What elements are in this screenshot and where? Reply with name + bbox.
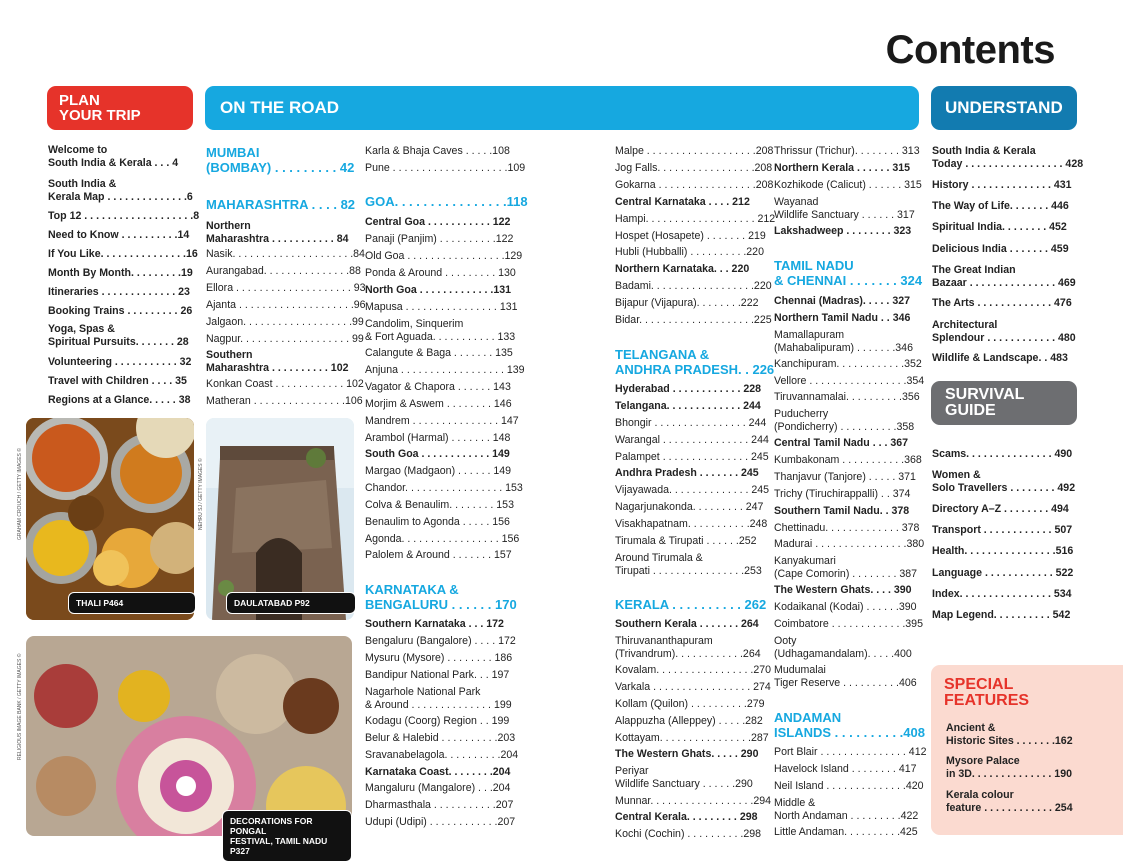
toc-entry[interactable]: Mapusa . . . . . . . . . . . . . . . . 131 xyxy=(365,301,518,313)
toc-entry[interactable]: Scams. . . . . . . . . . . . . . . 490 xyxy=(932,448,1073,460)
toc-entry[interactable]: Nagarhole National Park & Around . . . . . . . . . . . . . . 199 xyxy=(365,686,512,711)
toc-entry[interactable]: Chettinadu. . . . . . . . . . . . . 378 xyxy=(774,522,920,534)
toc-entry[interactable]: Directory A–Z . . . . . . . . 494 xyxy=(932,503,1069,515)
thali-photo xyxy=(26,418,194,620)
toc-entry[interactable]: The Western Ghats. . . . 390 xyxy=(774,584,912,596)
toc-entry[interactable]: Mamallapuram (Mahabalipuram) . . . . . . .346 xyxy=(774,329,913,354)
toc-entry[interactable]: Transport . . . . . . . . . . . . 507 xyxy=(932,524,1073,536)
toc-section-heading[interactable]: KARNATAKA & BENGALURU . . . . . . 170 xyxy=(365,582,517,612)
toc-entry[interactable]: Ajanta . . . . . . . . . . . . . . . . . . . .96 xyxy=(206,299,366,311)
toc-entry[interactable]: Southern Maharashtra . . . . . . . . . . 102 xyxy=(206,349,349,374)
toc-entry[interactable]: Spiritual India. . . . . . . . 452 xyxy=(932,221,1067,233)
toc-entry[interactable]: Kovalam. . . . . . . . . . . . . . . . .270 xyxy=(615,664,772,676)
toc-entry[interactable]: Northern Tamil Nadu . . 346 xyxy=(774,312,911,324)
toc-entry[interactable]: If You Like. . . . . . . . . . . . . . .16 xyxy=(48,248,198,260)
toc-entry[interactable]: Jog Falls. . . . . . . . . . . . . . . . .208 xyxy=(615,162,773,174)
toc-entry[interactable]: Nagpur. . . . . . . . . . . . . . . . . . . 99 xyxy=(206,333,364,345)
toc-entry[interactable]: Periyar Wildlife Sanctuary . . . . . .290 xyxy=(615,765,753,790)
toc-entry[interactable]: Northern Kerala . . . . . . 315 xyxy=(774,162,911,174)
caption-pongal: DECORATIONS FOR PONGAL FESTIVAL, TAMIL NADU P327 xyxy=(222,810,352,862)
toc-entry[interactable]: South Goa . . . . . . . . . . . . 149 xyxy=(365,448,510,460)
toc-entry[interactable]: Benaulim to Agonda . . . . . 156 xyxy=(365,516,510,528)
toc-entry[interactable]: Central Kerala. . . . . . . . . 298 xyxy=(615,811,758,823)
toc-entry[interactable]: Kodaikanal (Kodai) . . . . . .390 xyxy=(774,601,917,613)
toc-entry[interactable]: Hampi. . . . . . . . . . . . . . . . . . . 212 xyxy=(615,213,776,225)
toc-entry[interactable]: Regions at a Glance. . . . . 38 xyxy=(48,394,191,406)
toc-entry[interactable]: Matheran . . . . . . . . . . . . . . . .106 xyxy=(206,395,363,407)
toc-entry[interactable]: Hubli (Hubballi) . . . . . . . . . .220 xyxy=(615,246,764,258)
toc-entry[interactable]: Kodagu (Coorg) Region . . 199 xyxy=(365,715,510,727)
toc-entry[interactable]: Colva & Benaulim. . . . . . . . 153 xyxy=(365,499,514,511)
toc-entry[interactable]: The Way of Life. . . . . . . 446 xyxy=(932,200,1069,212)
toc-entry[interactable]: Ancient & Historic Sites . . . . . . .162 xyxy=(946,722,1073,747)
toc-entry[interactable]: Hyderabad . . . . . . . . . . . . 228 xyxy=(615,383,762,395)
toc-entry[interactable]: Women & Solo Travellers . . . . . . . . 492 xyxy=(932,469,1076,494)
toc-entry[interactable]: Anjuna . . . . . . . . . . . . . . . . . . 139 xyxy=(365,364,525,376)
toc-entry[interactable]: Munnar. . . . . . . . . . . . . . . . . .294 xyxy=(615,795,772,807)
credit-thali: GRAHAM CROUCH / GETTY IMAGES © xyxy=(17,448,23,540)
toc-section-heading[interactable]: ANDAMAN ISLANDS . . . . . . . . . .408 xyxy=(774,710,925,740)
toc-entry[interactable]: Little Andaman. . . . . . . . . .425 xyxy=(774,826,918,838)
toc-entry[interactable]: Vellore . . . . . . . . . . . . . . . . .354 xyxy=(774,375,925,387)
toc-entry[interactable]: Tiruvannamalai. . . . . . . . . .356 xyxy=(774,391,920,403)
toc-entry[interactable]: Bandipur National Park. . . 197 xyxy=(365,669,510,681)
toc-entry[interactable]: Aurangabad. . . . . . . . . . . . . . .88 xyxy=(206,265,361,277)
toc-entry[interactable]: Konkan Coast . . . . . . . . . . . . 102 xyxy=(206,378,364,390)
section-header-survival-guide: SURVIVAL GUIDE xyxy=(931,381,1077,425)
toc-entry[interactable]: Wayanad Wildlife Sanctuary . . . . . . 317 xyxy=(774,196,915,221)
toc-entry[interactable]: Kollam (Quilon) . . . . . . . . . .279 xyxy=(615,698,765,710)
toc-entry[interactable]: South India & Kerala Map . . . . . . . . . . . . . .6 xyxy=(48,178,193,203)
toc-entry[interactable]: South India & Kerala Today . . . . . . . . . . . . . . . . . 428 xyxy=(932,145,1084,170)
toc-section-heading[interactable]: TAMIL NADU & CHENNAI . . . . . . . 324 xyxy=(774,258,923,288)
toc-section-heading[interactable]: GOA. . . . . . . . . . . . . . . .118 xyxy=(365,194,528,209)
toc-entry[interactable]: Welcome to South India & Kerala . . . 4 xyxy=(48,144,179,169)
toc-entry[interactable]: Ellora . . . . . . . . . . . . . . . . . . . . 93 xyxy=(206,282,366,294)
toc-entry[interactable]: Visakhapatnam. . . . . . . . . . .248 xyxy=(615,518,768,530)
toc-entry[interactable]: Alappuzha (Alleppey) . . . . .282 xyxy=(615,715,763,727)
toc-entry[interactable]: Mudumalai Tiger Reserve . . . . . . . . . .406 xyxy=(774,664,917,689)
toc-entry[interactable]: Tirumala & Tirupati . . . . . .252 xyxy=(615,535,757,547)
toc-entry[interactable]: Middle & North Andaman . . . . . . . . .422 xyxy=(774,797,919,822)
toc-entry[interactable]: Nasik. . . . . . . . . . . . . . . . . . . . .84 xyxy=(206,248,365,260)
toc-entry[interactable]: Mysuru (Mysore) . . . . . . . . 186 xyxy=(365,652,513,664)
toc-entry[interactable]: Morjim & Aswem . . . . . . . . 146 xyxy=(365,398,512,410)
toc-entry[interactable]: Thiruvananthapuram (Trivandrum). . . . . . . . . . . .264 xyxy=(615,635,761,660)
toc-entry[interactable]: Dharmasthala . . . . . . . . . . .207 xyxy=(365,799,514,811)
toc-entry[interactable]: Mangaluru (Mangalore) . . .204 xyxy=(365,782,511,794)
toc-section-heading[interactable]: MUMBAI (BOMBAY) . . . . . . . . . 42 xyxy=(206,145,355,175)
toc-entry[interactable]: Telangana. . . . . . . . . . . . . 244 xyxy=(615,400,761,412)
toc-entry[interactable]: The Western Ghats. . . . . 290 xyxy=(615,748,759,760)
toc-entry[interactable]: Arambol (Harmal) . . . . . . . 148 xyxy=(365,432,511,444)
toc-entry[interactable]: Around Tirumala & Tirupati . . . . . . . . . . . . . . . .253 xyxy=(615,552,762,577)
toc-entry[interactable]: Vagator & Chapora . . . . . . 143 xyxy=(365,381,511,393)
toc-entry[interactable]: Map Legend. . . . . . . . . . 542 xyxy=(932,609,1071,621)
section-header-on-the-road: ON THE ROAD xyxy=(205,86,919,130)
toc-entry[interactable]: Kozhikode (Calicut) . . . . . . 315 xyxy=(774,179,922,191)
toc-entry[interactable]: Booking Trains . . . . . . . . . 26 xyxy=(48,305,193,317)
toc-entry[interactable]: Old Goa . . . . . . . . . . . . . . . . .129 xyxy=(365,250,523,262)
toc-entry[interactable]: Pune . . . . . . . . . . . . . . . . . . . .109 xyxy=(365,162,526,174)
toc-entry[interactable]: Delicious India . . . . . . . 459 xyxy=(932,243,1069,255)
toc-entry[interactable]: Kanyakumari (Cape Comorin) . . . . . . . . 387 xyxy=(774,555,918,580)
toc-entry[interactable]: Varkala . . . . . . . . . . . . . . . . . 274 xyxy=(615,681,771,693)
toc-entry[interactable]: Index. . . . . . . . . . . . . . . . 534 xyxy=(932,588,1072,600)
toc-entry[interactable]: Central Goa . . . . . . . . . . . 122 xyxy=(365,216,511,228)
toc-entry[interactable]: Belur & Halebid . . . . . . . . . .203 xyxy=(365,732,516,744)
thali-illustration xyxy=(26,418,194,620)
toc-entry[interactable]: Palampet . . . . . . . . . . . . . . . 245 xyxy=(615,451,769,463)
toc-entry[interactable]: Central Karnataka . . . . 212 xyxy=(615,196,750,208)
toc-entry[interactable]: Thanjavur (Tanjore) . . . . . 371 xyxy=(774,471,916,483)
toc-entry[interactable]: Coimbatore . . . . . . . . . . . . .395 xyxy=(774,618,923,630)
toc-entry[interactable]: Trichy (Tiruchirappalli) . . 374 xyxy=(774,488,911,500)
toc-section-heading[interactable]: KERALA . . . . . . . . . . 262 xyxy=(615,597,767,612)
toc-entry[interactable]: Kumbakonam . . . . . . . . . . .368 xyxy=(774,454,922,466)
toc-entry[interactable]: Kochi (Cochin) . . . . . . . . . .298 xyxy=(615,828,762,840)
toc-entry[interactable]: Wildlife & Landscape. . 483 xyxy=(932,352,1068,364)
toc-entry[interactable]: Kanchipuram. . . . . . . . . . . .352 xyxy=(774,358,922,370)
toc-entry[interactable]: Need to Know . . . . . . . . . .14 xyxy=(48,229,190,241)
toc-entry[interactable]: History . . . . . . . . . . . . . . 431 xyxy=(932,179,1072,191)
toc-entry[interactable]: Health. . . . . . . . . . . . . . . .516 xyxy=(932,545,1074,557)
toc-entry[interactable]: Havelock Island . . . . . . . . 417 xyxy=(774,763,917,775)
toc-entry[interactable]: Month By Month. . . . . . . . .19 xyxy=(48,267,193,279)
toc-entry[interactable]: Yoga, Spas & Spiritual Pursuits. . . . . . . 28 xyxy=(48,323,189,348)
toc-entry[interactable]: Sravanabelagola. . . . . . . . . .204 xyxy=(365,749,519,761)
toc-entry[interactable]: Bhongir . . . . . . . . . . . . . . . . 244 xyxy=(615,417,767,429)
caption-daulatabad: DAULATABAD P92 xyxy=(226,592,356,614)
toc-entry[interactable]: Language . . . . . . . . . . . . 522 xyxy=(932,567,1074,579)
toc-entry[interactable]: Bidar. . . . . . . . . . . . . . . . . . . .225 xyxy=(615,314,772,326)
toc-entry[interactable]: Karla & Bhaja Caves . . . . .108 xyxy=(365,145,510,157)
toc-entry[interactable]: Agonda. . . . . . . . . . . . . . . . . 156 xyxy=(365,533,520,545)
toc-entry[interactable]: Puducherry (Pondicherry) . . . . . . . . . .358 xyxy=(774,408,915,433)
toc-entry[interactable]: Gokarna . . . . . . . . . . . . . . . . .208 xyxy=(615,179,774,191)
credit-daulatabad: NEHRU SJ / GETTY IMAGES © xyxy=(198,458,204,530)
toc-entry[interactable]: Lakshadweep . . . . . . . . 323 xyxy=(774,225,912,237)
toc-entry[interactable]: Calangute & Baga . . . . . . . 135 xyxy=(365,347,513,359)
toc-entry[interactable]: Thrissur (Trichur). . . . . . . . 313 xyxy=(774,145,920,157)
toc-entry[interactable]: Candolim, Sinquerim & Fort Aguada. . . . . . . . . . . 133 xyxy=(365,318,516,343)
toc-entry[interactable]: Kottayam. . . . . . . . . . . . . . . .287 xyxy=(615,732,769,744)
toc-entry[interactable]: North Goa . . . . . . . . . . . . .131 xyxy=(365,284,511,296)
toc-entry[interactable]: Neil Island . . . . . . . . . . . . . .420 xyxy=(774,780,924,792)
section-header-plan-your-trip: PLAN YOUR TRIP xyxy=(47,86,193,130)
toc-entry[interactable]: Central Tamil Nadu . . . 367 xyxy=(774,437,909,449)
toc-entry[interactable]: Southern Tamil Nadu. . 378 xyxy=(774,505,910,517)
pongal-photo xyxy=(26,636,352,836)
toc-entry[interactable]: Bijapur (Vijapura). . . . . . . .222 xyxy=(615,297,759,309)
toc-entry[interactable]: Panaji (Panjim) . . . . . . . . . .122 xyxy=(365,233,514,245)
toc-entry[interactable]: Architectural Splendour . . . . . . . . . . . . 480 xyxy=(932,319,1076,344)
credit-pongal: RELIGIOUS IMAGE BANK / GETTY IMAGES © xyxy=(17,653,23,760)
page-title: Contents xyxy=(885,28,1055,72)
toc-entry[interactable]: Mandrem . . . . . . . . . . . . . . . 147 xyxy=(365,415,519,427)
toc-entry[interactable]: Palolem & Around . . . . . . . 157 xyxy=(365,549,512,561)
caption-thali: THALI P464 xyxy=(68,592,196,614)
toc-entry[interactable]: Vijayawada. . . . . . . . . . . . . . 245 xyxy=(615,484,770,496)
toc-entry[interactable]: Ponda & Around . . . . . . . . . 130 xyxy=(365,267,516,279)
toc-entry[interactable]: Udupi (Udipi) . . . . . . . . . . . .207 xyxy=(365,816,516,828)
toc-entry[interactable]: Andhra Pradesh . . . . . . . 245 xyxy=(615,467,759,479)
toc-entry[interactable]: Chandor. . . . . . . . . . . . . . . . . 153 xyxy=(365,482,523,494)
toc-entry[interactable]: Margao (Madgaon) . . . . . . 149 xyxy=(365,465,512,477)
toc-entry[interactable]: Port Blair . . . . . . . . . . . . . . . 412 xyxy=(774,746,927,758)
daulatabad-photo xyxy=(206,418,354,620)
toc-entry[interactable]: Chennai (Madras). . . . . 327 xyxy=(774,295,910,307)
toc-entry[interactable]: Volunteering . . . . . . . . . . . 32 xyxy=(48,356,192,368)
toc-entry[interactable]: Southern Kerala . . . . . . . 264 xyxy=(615,618,759,630)
toc-entry[interactable]: Hospet (Hosapete) . . . . . . . 219 xyxy=(615,230,766,242)
toc-entry[interactable]: Travel with Children . . . . 35 xyxy=(48,375,187,387)
toc-entry[interactable]: Madurai . . . . . . . . . . . . . . . .380 xyxy=(774,538,925,550)
toc-entry[interactable]: Warangal . . . . . . . . . . . . . . . 244 xyxy=(615,434,769,446)
pongal-illustration xyxy=(26,636,352,836)
toc-entry[interactable]: Jalgaon. . . . . . . . . . . . . . . . . . .99 xyxy=(206,316,364,328)
daulatabad-illustration xyxy=(206,418,354,620)
toc-entry[interactable]: Nagarjunakonda. . . . . . . . . 247 xyxy=(615,501,764,513)
toc-entry[interactable]: Itineraries . . . . . . . . . . . . . 23 xyxy=(48,286,190,298)
section-header-understand: UNDERSTAND xyxy=(931,86,1077,130)
toc-entry[interactable]: Karnataka Coast. . . . . . . .204 xyxy=(365,766,511,778)
toc-entry[interactable]: Northern Karnataka. . . 220 xyxy=(615,263,750,275)
toc-entry[interactable]: Southern Karnataka . . . 172 xyxy=(365,618,504,630)
toc-entry[interactable]: The Arts . . . . . . . . . . . . . 476 xyxy=(932,297,1072,309)
section-header-special-features: SPECIAL FEATURES xyxy=(944,676,1030,709)
toc-entry[interactable]: Ooty (Udhagamandalam). . . . .400 xyxy=(774,635,912,660)
toc-entry[interactable]: Bengaluru (Bangalore) . . . . 172 xyxy=(365,635,516,647)
toc-entry[interactable]: Northern Maharashtra . . . . . . . . . . . 84 xyxy=(206,220,349,245)
toc-entry[interactable]: Malpe . . . . . . . . . . . . . . . . . . .208 xyxy=(615,145,774,157)
toc-section-heading[interactable]: TELANGANA & ANDHRA PRADESH. . 226 xyxy=(615,347,775,377)
toc-entry[interactable]: Kerala colour feature . . . . . . . . . . . . 254 xyxy=(946,789,1073,814)
toc-entry[interactable]: Mysore Palace in 3D. . . . . . . . . . . . . . 190 xyxy=(946,755,1072,780)
toc-entry[interactable]: The Great Indian Bazaar . . . . . . . . . . . . . . . 469 xyxy=(932,264,1076,289)
toc-section-heading[interactable]: MAHARASHTRA . . . . 82 xyxy=(206,197,356,212)
toc-entry[interactable]: Top 12 . . . . . . . . . . . . . . . . . . .8 xyxy=(48,210,200,222)
toc-entry[interactable]: Badami. . . . . . . . . . . . . . . . . .220 xyxy=(615,280,772,292)
